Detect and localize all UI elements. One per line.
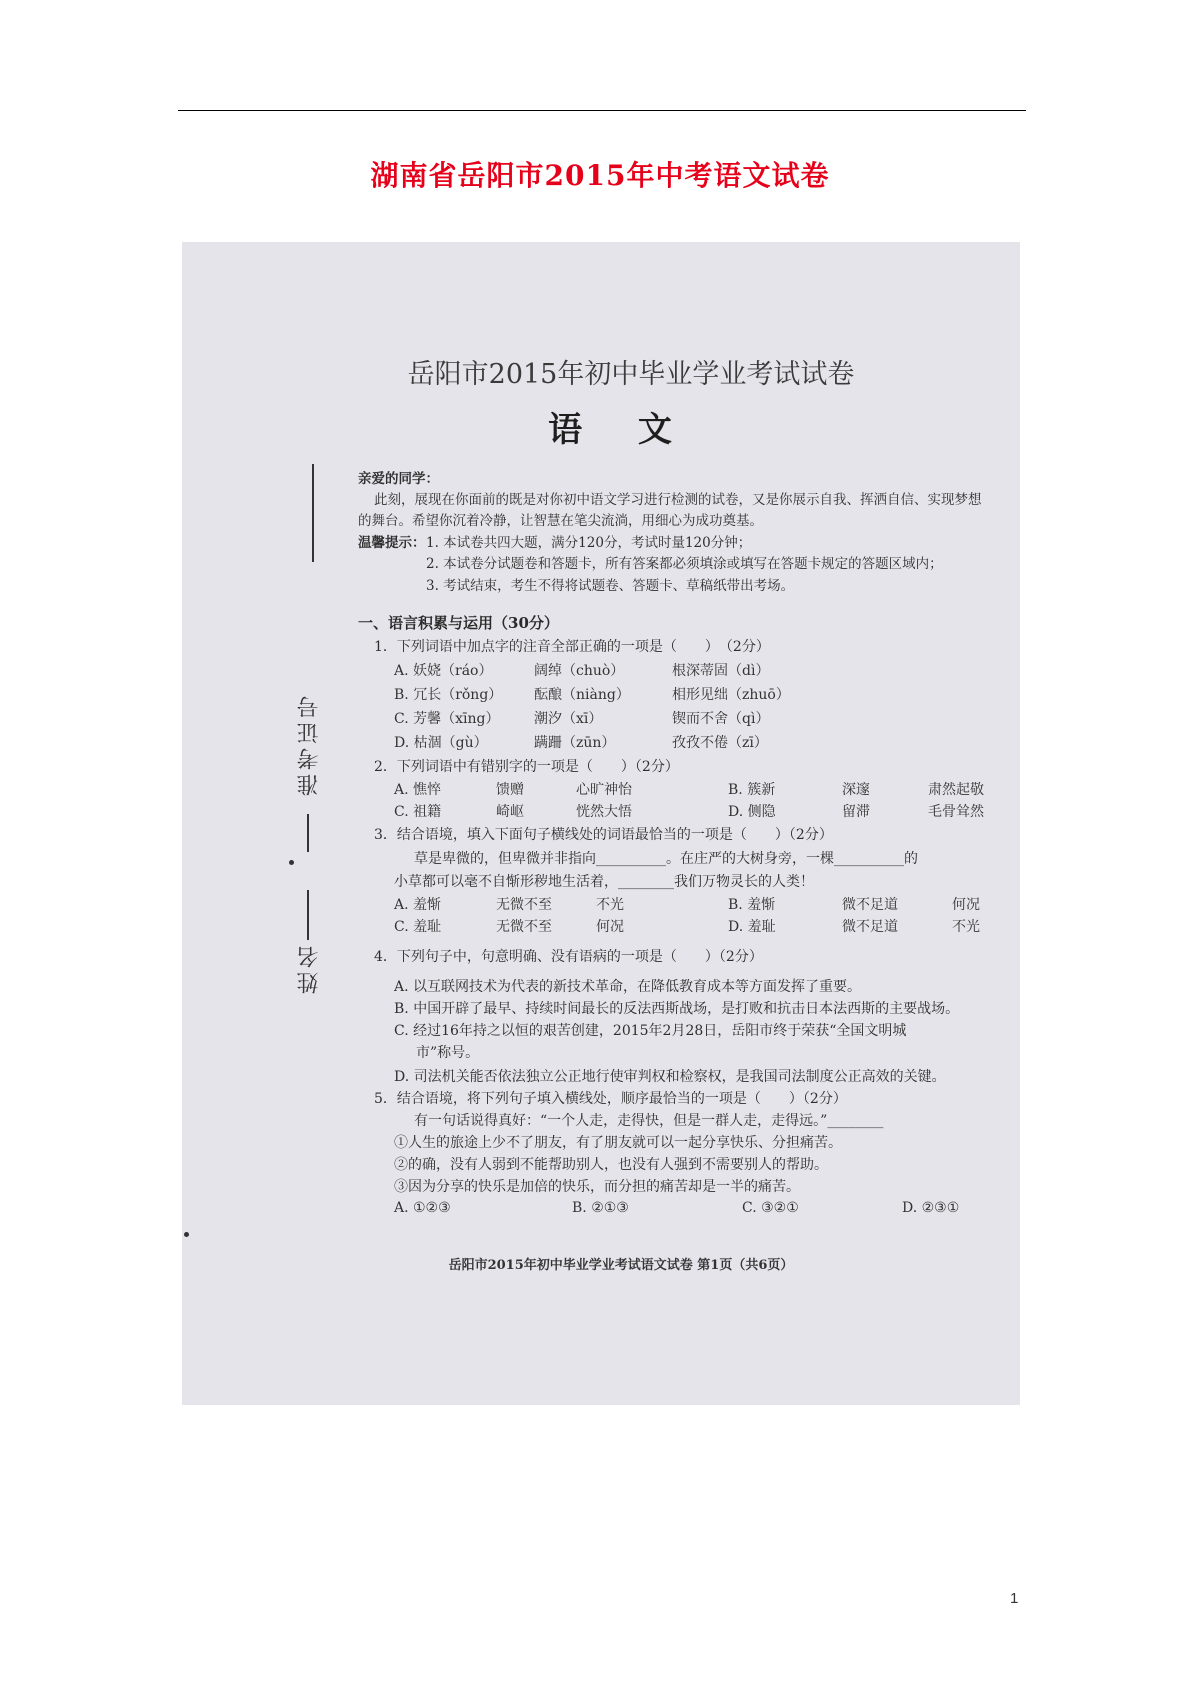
- notes-label: 温馨提示：: [358, 535, 426, 551]
- intro-line-1: 此刻，展现在你面前的既是对你初中语文学习进行检测的试卷，又是你展示自我、挥洒自信、实现梦想: [374, 492, 982, 508]
- exam-page-footer: 岳阳市2015年初中毕业学业考试语文试卷 第1页（共6页）: [448, 1258, 794, 1273]
- q5-option: B. ②①③: [572, 1200, 629, 1216]
- q3-option: D. 羞耻: [728, 919, 776, 935]
- q3-option: 不光: [952, 919, 980, 935]
- side-name-blank: [307, 890, 309, 940]
- q3-option: 何况: [952, 897, 980, 913]
- q2-option: C. 祖籍: [394, 804, 442, 820]
- q3-option: 微不足道: [842, 897, 898, 913]
- q1-option: C. 芳馨（xīng）: [394, 711, 500, 727]
- q5-option: C. ③②①: [742, 1200, 799, 1216]
- q2-option: D. 侧隐: [728, 804, 776, 820]
- note-1: 1. 本试卷共四大题，满分120分，考试时量120分钟；: [426, 535, 752, 551]
- binding-line: [312, 464, 314, 562]
- exam-subject: 语 文: [548, 410, 694, 450]
- q5-stem: 5．结合语境，将下列句子填入横线处，顺序最恰当的一项是（ ）（2分）: [374, 1091, 847, 1107]
- q2-option: 恍然大悟: [576, 804, 632, 820]
- q1-option: A. 妖娆（ráo）: [394, 663, 493, 679]
- document-title: 湖南省岳阳市2015年中考语文试卷: [370, 159, 830, 192]
- q2-option: 心旷神怡: [576, 782, 632, 798]
- binding-dot: [289, 860, 294, 865]
- q4-option-a: A. 以互联网技术为代表的新技术革命，在降低教育成本等方面发挥了重要。: [394, 979, 862, 995]
- q1-option: D. 枯涸（gù）: [394, 735, 488, 751]
- q2-option: 崎岖: [496, 804, 524, 820]
- q2-option: B. 簇新: [728, 782, 776, 798]
- q2-option: 留滞: [842, 804, 870, 820]
- q2-option: 馈赠: [496, 782, 524, 798]
- q1-option: 相形见绌（zhuō）: [672, 687, 790, 703]
- q3-option: 何况: [596, 919, 624, 935]
- intro-line-2: 的舞台。希望你沉着冷静，让智慧在笔尖流淌，用细心为成功奠基。: [358, 513, 763, 529]
- q1-option: 孜孜不倦（zī）: [672, 735, 768, 751]
- q3-option: C. 羞耻: [394, 919, 442, 935]
- q3-option: B. 羞惭: [728, 897, 776, 913]
- q4-option-d: D. 司法机关能否依法独立公正地行使审判权和检察权，是我国司法制度公正高效的关键。: [394, 1069, 946, 1085]
- q2-option: 深邃: [842, 782, 870, 798]
- q1-option: B. 冗长（rǒng）: [394, 687, 503, 703]
- q2-option: 肃然起敬: [928, 782, 984, 798]
- q1-option: 潮汐（xī）: [534, 711, 603, 727]
- q1-option: 酝酿（niàng）: [534, 687, 630, 703]
- q5-option: A. ①②③: [394, 1200, 451, 1216]
- section-1-heading: 一、语言积累与运用（30分）: [358, 614, 559, 632]
- q3-line-2: 小草都可以毫不自惭形秽地生活着，________我们万物灵长的人类！: [394, 874, 814, 890]
- q3-line-1: 草是卑微的，但卑微并非指向__________。在庄严的大树身旁，一棵__________的: [414, 851, 918, 867]
- q5-sentence-3: ③因为分享的快乐是加倍的快乐，而分担的痛苦却是一半的痛苦。: [394, 1179, 800, 1195]
- side-exam-id-label: 准考证号: [297, 692, 322, 796]
- note-2: 2. 本试卷分试题卷和答题卡，所有答案都必须填涂或填写在答题卡规定的答题区域内；: [426, 556, 943, 572]
- exam-title: 岳阳市2015年初中毕业学业考试试卷: [407, 359, 855, 390]
- q3-option: 微不足道: [842, 919, 898, 935]
- q1-option: 蹒跚（zūn）: [534, 735, 616, 751]
- q1-option: 阔绰（chuò）: [534, 663, 625, 679]
- q4-option-b: B. 中国开辟了最早、持续时间最长的反法西斯战场，是打败和抗击日本法西斯的主要战场。: [394, 1001, 960, 1017]
- q1-option: 根深蒂固（dì）: [672, 663, 770, 679]
- q3-option: A. 羞惭: [394, 897, 442, 913]
- q4-stem: 4．下列句子中，句意明确、没有语病的一项是（ ）（2分）: [374, 949, 763, 965]
- note-3: 3. 考试结束，考生不得将试题卷、答题卡、草稿纸带出考场。: [426, 578, 795, 594]
- q3-option: 无微不至: [496, 897, 552, 913]
- q2-option: A. 憔悴: [394, 782, 442, 798]
- margin-dot: [184, 1232, 189, 1237]
- side-exam-id-blank: [307, 814, 309, 852]
- q2-stem: 2．下列词语中有错别字的一项是（ ）（2分）: [374, 759, 679, 775]
- q5-option: D. ②③①: [902, 1200, 960, 1216]
- q3-option: 不光: [596, 897, 624, 913]
- side-name-label: 姓名: [297, 942, 322, 994]
- q4-option-c-line-2: 市”称号。: [416, 1045, 480, 1061]
- q2-option: 毛骨耸然: [928, 804, 984, 820]
- scanned-exam-page: [182, 242, 1020, 1405]
- q1-option: 锲而不舍（qì）: [672, 711, 770, 727]
- q3-option: 无微不至: [496, 919, 552, 935]
- page-number: 1: [1010, 1590, 1019, 1607]
- q5-sentence-2: ②的确，没有人弱到不能帮助别人，也没有人强到不需要别人的帮助。: [394, 1157, 828, 1173]
- q5-quote: 有一句话说得真好：“一个人走，走得快，但是一群人走，走得远。”________: [414, 1113, 884, 1129]
- q5-sentence-1: ①人生的旅途上少不了朋友，有了朋友就可以一起分享快乐、分担痛苦。: [394, 1135, 842, 1151]
- q3-stem: 3．结合语境，填入下面句子横线处的词语最恰当的一项是（ ）（2分）: [374, 827, 833, 843]
- header-rule: [178, 110, 1026, 111]
- q4-option-c-line-1: C. 经过16年持之以恒的艰苦创建，2015年2月28日，岳阳市终于荣获“全国文明城: [394, 1023, 907, 1039]
- greeting: 亲爱的同学：: [358, 471, 439, 487]
- q1-stem: 1．下列词语中加点字的注音全部正确的一项是（ ） （2分）: [374, 639, 770, 655]
